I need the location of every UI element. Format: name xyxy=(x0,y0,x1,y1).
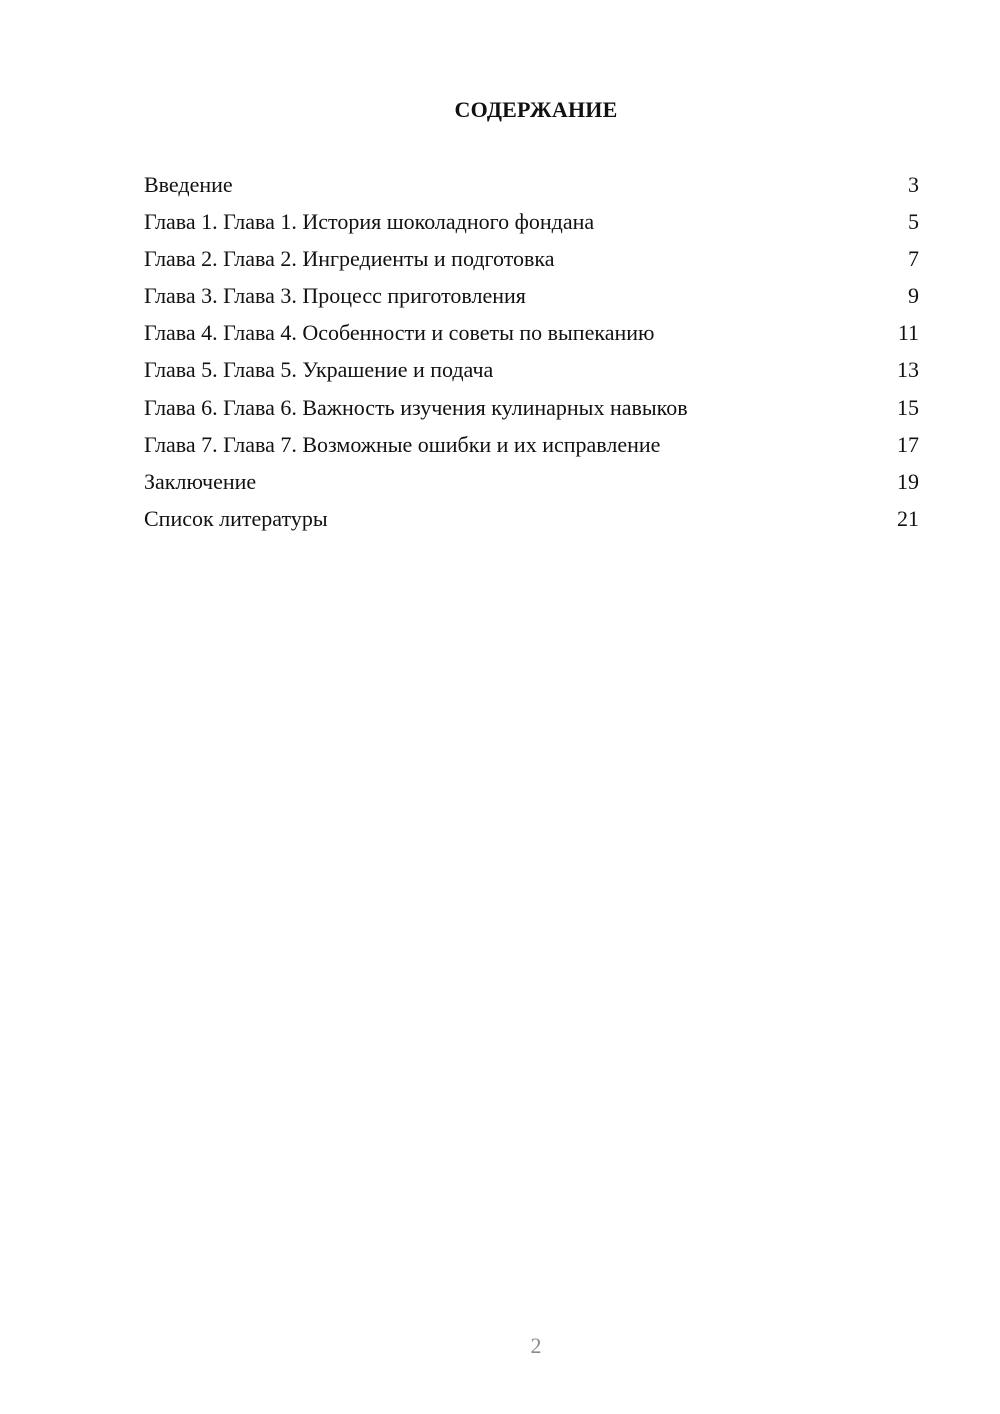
toc-entry-label: Введение xyxy=(144,172,233,197)
toc-entry-label: Глава 6. Глава 6. Важность изучения кулинарных навыков xyxy=(144,394,688,420)
toc-entry-label: Глава 4. Глава 4. Особенности и советы по выпеканию xyxy=(144,320,655,346)
page-number: 2 xyxy=(530,1333,542,1358)
toc-entry-label: Заключение xyxy=(144,468,257,494)
toc-entry-page: 9 xyxy=(908,283,919,309)
toc-entry-label: Глава 1. Глава 1. История шоколадного фондана xyxy=(144,209,595,235)
toc-entry-page: 11 xyxy=(897,320,919,346)
toc-entry xyxy=(144,203,919,240)
toc-entry xyxy=(144,314,919,351)
toc-entry xyxy=(144,500,919,537)
toc-entry-label: Список литературы xyxy=(144,505,328,531)
toc-entry-label: Глава 5. Глава 5. Украшение и подача xyxy=(144,357,494,383)
toc-entry xyxy=(144,463,919,500)
toc-entry-page: 5 xyxy=(908,209,919,235)
toc-entry xyxy=(144,426,919,463)
toc-entry-page: 17 xyxy=(897,431,919,457)
toc-entry xyxy=(144,277,919,314)
toc-entry-label: Глава 7. Глава 7. Возможные ошибки и их исправление xyxy=(144,431,661,457)
toc-entry-page: 19 xyxy=(897,468,919,494)
toc-entry-label: Глава 2. Глава 2. Ингредиенты и подготовка xyxy=(144,246,555,272)
toc-entry-page: 3 xyxy=(908,172,919,197)
page-title: СОДЕРЖАНИЕ xyxy=(454,97,618,122)
toc-entry xyxy=(144,389,919,426)
toc-entry xyxy=(144,240,919,277)
toc-entry-page: 7 xyxy=(908,246,919,272)
toc-entry xyxy=(144,351,919,388)
toc-entry-label: Глава 3. Глава 3. Процесс приготовления xyxy=(144,283,526,309)
toc-entry-page: 21 xyxy=(897,505,919,531)
toc-entry-page: 15 xyxy=(897,394,919,420)
toc-entry-page: 13 xyxy=(897,357,919,383)
toc-entry xyxy=(144,166,919,203)
table-of-contents xyxy=(144,166,919,537)
